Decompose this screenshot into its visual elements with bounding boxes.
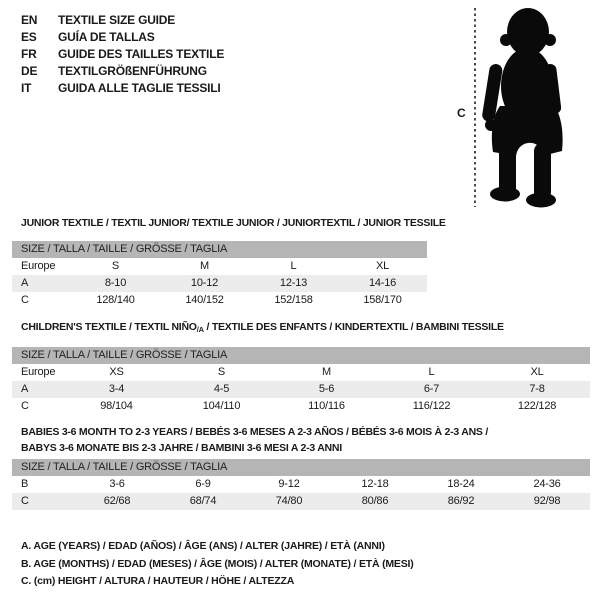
size-value: 104/110 bbox=[202, 400, 241, 412]
size-header: SIZE / TALLA / TAILLE / GRÖSSE / TAGLIA bbox=[12, 347, 590, 364]
size-value: 68/74 bbox=[160, 493, 246, 510]
size-value: 6-7 bbox=[379, 381, 484, 398]
size-value: 9-12 bbox=[278, 478, 300, 490]
children-size-table bbox=[12, 347, 590, 415]
language-code: IT bbox=[21, 81, 32, 95]
guide-title: GUÍA DE TALLAS bbox=[58, 30, 155, 44]
row-label: Europe bbox=[21, 366, 56, 378]
language-row bbox=[21, 29, 224, 46]
babies-size-table bbox=[12, 459, 590, 510]
size-value: 86/92 bbox=[418, 493, 504, 510]
row-label: C bbox=[21, 400, 29, 412]
language-title-list bbox=[21, 12, 224, 97]
size-value: XL bbox=[530, 366, 544, 378]
size-value: L bbox=[290, 260, 297, 272]
guide-title: GUIDE DES TAILLES TEXTILE bbox=[58, 47, 225, 61]
size-value: L bbox=[428, 366, 435, 378]
size-value: 12-13 bbox=[249, 275, 338, 292]
children-title-subscript: /A bbox=[196, 325, 204, 334]
junior-size-table bbox=[12, 241, 427, 309]
babies-title-line1: BABIES 3-6 MONTH TO 2-3 YEARS / BEBÉS 3-6 MESES A 2-3 AÑOS / BÉBÉS 3-6 MOIS À 2-3 ANS / bbox=[21, 426, 489, 438]
size-value: 3-6 bbox=[109, 478, 125, 490]
babies-table-title bbox=[21, 425, 488, 456]
guide-title: TEXTILE SIZE GUIDE bbox=[58, 13, 176, 27]
size-value: S bbox=[111, 260, 120, 272]
guide-title: TEXTILGRÖßENFÜHRUNG bbox=[58, 64, 207, 78]
size-value: 62/68 bbox=[74, 493, 160, 510]
row-label: A bbox=[12, 381, 64, 398]
children-table-title bbox=[21, 321, 504, 334]
language-row bbox=[21, 63, 224, 80]
size-header: SIZE / TALLA / TAILLE / GRÖSSE / TAGLIA bbox=[12, 241, 427, 258]
size-value: 24-36 bbox=[533, 478, 561, 490]
size-value: XL bbox=[375, 260, 390, 272]
size-value: M bbox=[322, 366, 331, 378]
language-row bbox=[21, 80, 224, 97]
table-row bbox=[12, 476, 590, 493]
size-value: 98/104 bbox=[100, 400, 133, 412]
size-value: 128/140 bbox=[96, 294, 135, 306]
size-value: 7-8 bbox=[484, 381, 590, 398]
size-value: 122/128 bbox=[517, 400, 557, 412]
children-title-post: / TEXTILE DES ENFANTS / KINDERTEXTIL / BAMBINI TESSILE bbox=[203, 321, 504, 333]
size-header-row bbox=[12, 459, 590, 476]
row-label: C bbox=[21, 294, 29, 306]
size-value: 3-4 bbox=[64, 381, 169, 398]
size-value: 6-9 bbox=[195, 478, 211, 490]
size-value: 12-18 bbox=[361, 478, 389, 490]
row-label: Europe bbox=[21, 260, 56, 272]
language-code: EN bbox=[21, 13, 38, 27]
guide-title: GUIDA ALLE TAGLIE TESSILI bbox=[58, 81, 221, 95]
size-header: SIZE / TALLA / TAILLE / GRÖSSE / TAGLIA bbox=[12, 459, 590, 476]
toddler-silhouette-icon bbox=[478, 6, 572, 208]
table-row bbox=[12, 398, 590, 415]
language-row bbox=[21, 46, 224, 63]
size-value: 158/170 bbox=[363, 294, 402, 306]
table-row bbox=[12, 258, 427, 275]
table-row bbox=[12, 275, 427, 292]
language-code: ES bbox=[21, 30, 37, 44]
size-value: 14-16 bbox=[338, 275, 427, 292]
table-row bbox=[12, 381, 590, 398]
height-dotted-line bbox=[474, 8, 476, 207]
row-label: A bbox=[12, 275, 71, 292]
legend-line-c: C. (cm) HEIGHT / ALTURA / HAUTEUR / HÖHE / ALTEZZA bbox=[21, 575, 295, 587]
table-row bbox=[12, 292, 427, 309]
size-header-row bbox=[12, 347, 590, 364]
size-value: 110/116 bbox=[308, 400, 345, 412]
legend-line-b: B. AGE (MONTHS) / EDAD (MESES) / ÂGE (MOIS) / ALTER (MONATE) / ETÀ (MESI) bbox=[21, 557, 414, 570]
height-label-c: C bbox=[457, 106, 466, 120]
legend-line-a: A. AGE (YEARS) / EDAD (AÑOS) / ÂGE (ANS) / ALTER (JAHRE) / ETÀ (ANNI) bbox=[21, 540, 385, 552]
size-value: 10-12 bbox=[160, 275, 249, 292]
language-code: DE bbox=[21, 64, 38, 78]
table-row bbox=[12, 364, 590, 381]
table-row bbox=[12, 493, 590, 510]
language-code: FR bbox=[21, 47, 37, 61]
size-value: 92/98 bbox=[504, 493, 590, 510]
size-value: 140/152 bbox=[185, 294, 224, 306]
size-value: 5-6 bbox=[274, 381, 379, 398]
size-value: 18-24 bbox=[447, 478, 475, 490]
junior-table-title: JUNIOR TEXTILE / TEXTIL JUNIOR/ TEXTILE JUNIOR / JUNIORTEXTIL / JUNIOR TESSILE bbox=[21, 217, 446, 229]
children-title-pre: CHILDREN'S TEXTILE / TEXTIL NIÑO bbox=[21, 321, 197, 333]
size-value: 116/122 bbox=[412, 400, 451, 412]
size-value: 8-10 bbox=[71, 275, 160, 292]
size-value: 4-5 bbox=[169, 381, 274, 398]
row-label: B bbox=[21, 478, 29, 490]
row-label: C bbox=[12, 493, 74, 510]
size-value: XS bbox=[109, 366, 124, 378]
size-value: 80/86 bbox=[332, 493, 418, 510]
babies-title-line2: BABYS 3-6 MONATE BIS 2-3 JAHRE / BAMBINI 3-6 MESI A 2-3 ANNI bbox=[21, 441, 342, 454]
legend bbox=[21, 538, 414, 591]
size-value: M bbox=[200, 260, 209, 272]
size-value: 74/80 bbox=[246, 493, 332, 510]
size-value: S bbox=[217, 366, 226, 378]
size-value: 152/158 bbox=[274, 294, 313, 306]
size-header-row bbox=[12, 241, 427, 258]
language-row bbox=[21, 12, 224, 29]
